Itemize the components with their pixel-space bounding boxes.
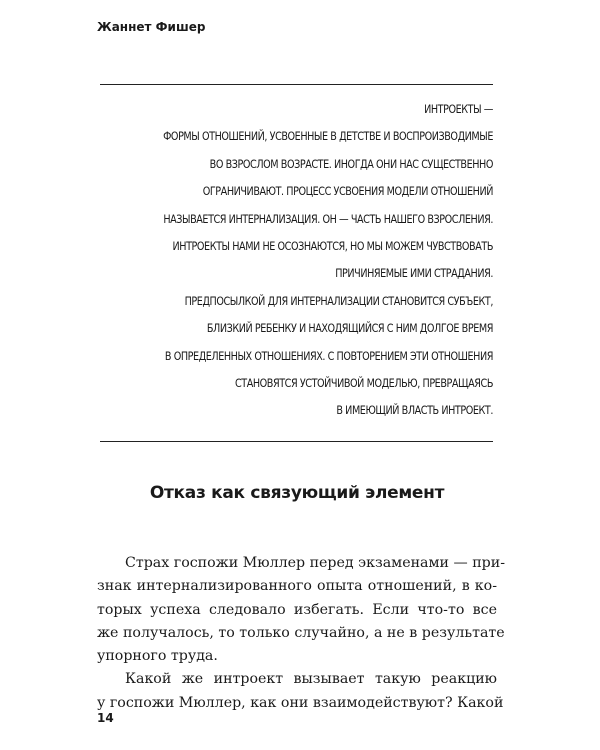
- body-line: Страх госпожи Мюллер перед экзаменами — при-: [125, 555, 506, 571]
- box-line: В ОПРЕДЕЛЕННЫХ ОТНОШЕНИЯХ. С ПОВТОРЕНИЕМ ЭТИ ОТНОШЕНИЯ: [164, 349, 493, 363]
- box-line: БЛИЗКИЙ РЕБЕНКУ И НАХОДЯЩИЙСЯ С НИМ ДОЛГОЕ ВРЕМЯ: [206, 322, 493, 336]
- box-bottom-rule: [100, 441, 493, 442]
- box-line: ИНТРОЕКТЫ —: [424, 103, 493, 116]
- body-text: [97, 552, 506, 715]
- body-line: упорного труда.: [97, 648, 218, 665]
- box-line: ОГРАНИЧИВАЮТ. ПРОЦЕСС УСВОЕНИЯ МОДЕЛИ ОТНОШЕНИЙ: [202, 185, 493, 199]
- box-line: ПРИЧИНЯЕМЫЕ ИМИ СТРАДАНИЯ.: [335, 267, 493, 281]
- box-line: ИНТРОЕКТЫ НАМИ НЕ ОСОЗНАЮТСЯ, НО МЫ МОЖЕМ ЧУВСТВОВАТЬ: [172, 239, 493, 253]
- page-number: 14: [97, 711, 114, 725]
- body-line: же получалось, то только случайно, а не в результате: [97, 624, 505, 641]
- body-line: знак интернализированного опыта отношений, в ко-: [97, 578, 497, 595]
- box-top-rule: [100, 84, 493, 85]
- definition-box: [155, 96, 493, 425]
- running-header-author: Жаннет Фишер: [97, 20, 206, 34]
- box-line: ФОРМЫ ОТНОШЕНИЙ, УСВОЕННЫЕ В ДЕТСТВЕ И ВОСПРОИЗВОДИМЫЕ: [163, 130, 494, 144]
- body-line: торых успеха следовало избегать. Если что-то все: [97, 601, 497, 618]
- box-line: НАЗЫВАЕТСЯ ИНТЕРНАЛИЗАЦИЯ. ОН — ЧАСТЬ НАШЕГО ВЗРОСЛЕНИЯ.: [163, 212, 493, 226]
- box-line: ВО ВЗРОСЛОМ ВОЗРАСТЕ. ИНОГДА ОНИ НАС СУЩЕСТВЕННО: [209, 157, 494, 171]
- box-line: ПРЕДПОСЫЛКОЙ ДЛЯ ИНТЕРНАЛИЗАЦИИ СТАНОВИТСЯ СУБЪЕКТ,: [184, 294, 493, 308]
- box-line: СТАНОВЯТСЯ УСТОЙЧИВОЙ МОДЕЛЬЮ, ПРЕВРАЩАЯСЬ: [234, 376, 493, 390]
- section-heading: Отказ как связующий элемент: [149, 483, 445, 503]
- body-line: Какой же интроект вызывает такую реакцию: [125, 671, 497, 688]
- body-line: у госпожи Мюллер, как они взаимодействуют? Какой: [97, 694, 504, 711]
- box-line: В ИМЕЮЩИЙ ВЛАСТЬ ИНТРОЕКТ.: [336, 404, 493, 418]
